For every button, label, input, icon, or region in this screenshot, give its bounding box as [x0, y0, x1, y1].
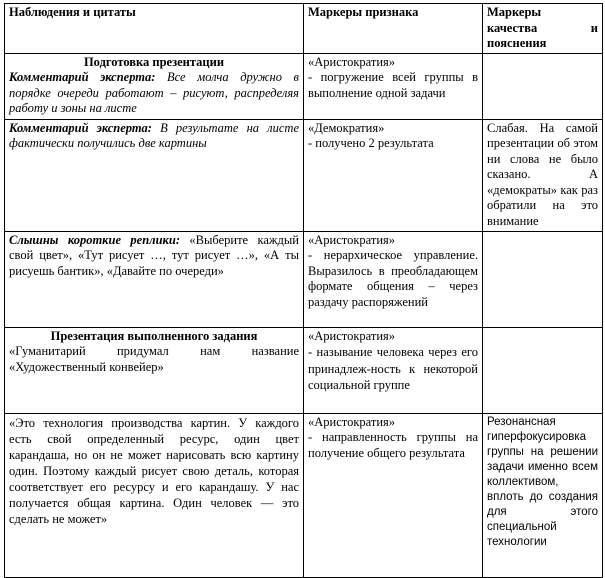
table-row [5, 119, 603, 231]
marker-title: «Аристократия» [308, 328, 396, 343]
replicas-label: Слышны короткие реплики: [9, 232, 180, 247]
table-row [5, 413, 603, 577]
marker-text: - получено 2 результата [308, 136, 434, 150]
section-heading: Презентация выполненного задания [50, 328, 258, 343]
observation-cell [5, 119, 304, 231]
quality-cell [483, 53, 603, 119]
marker-text: - погружение всей группы в выполнение одной задачи [308, 70, 478, 100]
marker-title: «Аристократия» [308, 414, 396, 429]
table-header-row [5, 4, 603, 54]
header-markers: Маркеры признака [304, 4, 483, 54]
marker-cell [304, 231, 483, 327]
quality-cell: Слабая. На самой презентации об этом ни слова не было сказано. А «демократы» как раз обратили на это внимание [483, 119, 603, 231]
marker-title: «Аристократия» [308, 54, 396, 69]
quality-cell [483, 327, 603, 413]
header-quality [483, 4, 603, 54]
quality-cell [483, 231, 603, 327]
observation-cell [5, 327, 304, 413]
marker-text: - называние человека через его принадлеж-ность к некоторой социальной группе [308, 345, 478, 392]
expert-comment-label: Комментарий эксперта: [9, 120, 152, 135]
marker-cell [304, 119, 483, 231]
expert-comment-label: Комментарий эксперта: [9, 70, 156, 84]
marker-cell [304, 413, 483, 577]
observation-text: «Это технология производства картин. У каждого есть свой определенный ресурс, один цвет карандаша, но он не может нарисовать всю картину один. Поэтому каждый рисует свою деталь, которая соответствует его ресурсу и его карандашу. У нас получается общая картина. Один человек — это сделать не может» [9, 415, 299, 526]
observation-cell [5, 231, 304, 327]
observation-cell [5, 413, 304, 577]
marker-cell [304, 53, 483, 119]
observation-cell [5, 53, 304, 119]
header-observations: Наблюдения и цитаты [5, 4, 304, 54]
observation-text: В результате на листе фактически получились две картины [9, 120, 299, 150]
marker-title: «Аристократия» [308, 232, 396, 247]
quality-cell: Резонансная гиперфокусировка группы на решении задачи именно всем коллективом, вплоть до создания для этого специальной технологии [483, 413, 603, 577]
marker-title: «Демократия» [308, 120, 385, 135]
observations-table [4, 3, 603, 578]
observation-text: «Гуманитарий придумал нам название «Художественный конвейер» [9, 344, 299, 374]
table-row [5, 231, 603, 327]
section-heading: Подготовка презентации [83, 54, 225, 69]
marker-text: - нерархическое управление. Выразилось в преобладающем формате общения – через раздачу распоряжений [308, 248, 478, 309]
header-quality-line1: Маркеры [487, 5, 542, 19]
table-row [5, 53, 603, 119]
observation-text: «Выберите каждый свой цвет», «Тут рисует …, тут рисует …», «А ты рисуешь бантик», «Давайте по очереди» [9, 232, 299, 278]
marker-text: - направленность группы на получение общего результата [308, 430, 478, 460]
header-quality-line3: пояснения [487, 36, 547, 50]
marker-cell [304, 327, 483, 413]
observation-text: Все молча дружно в порядке очереди работают – рисуют, распределяя работу и зоны на листе [9, 70, 299, 115]
table-row [5, 327, 603, 413]
header-quality-line2: качества и [487, 20, 598, 35]
